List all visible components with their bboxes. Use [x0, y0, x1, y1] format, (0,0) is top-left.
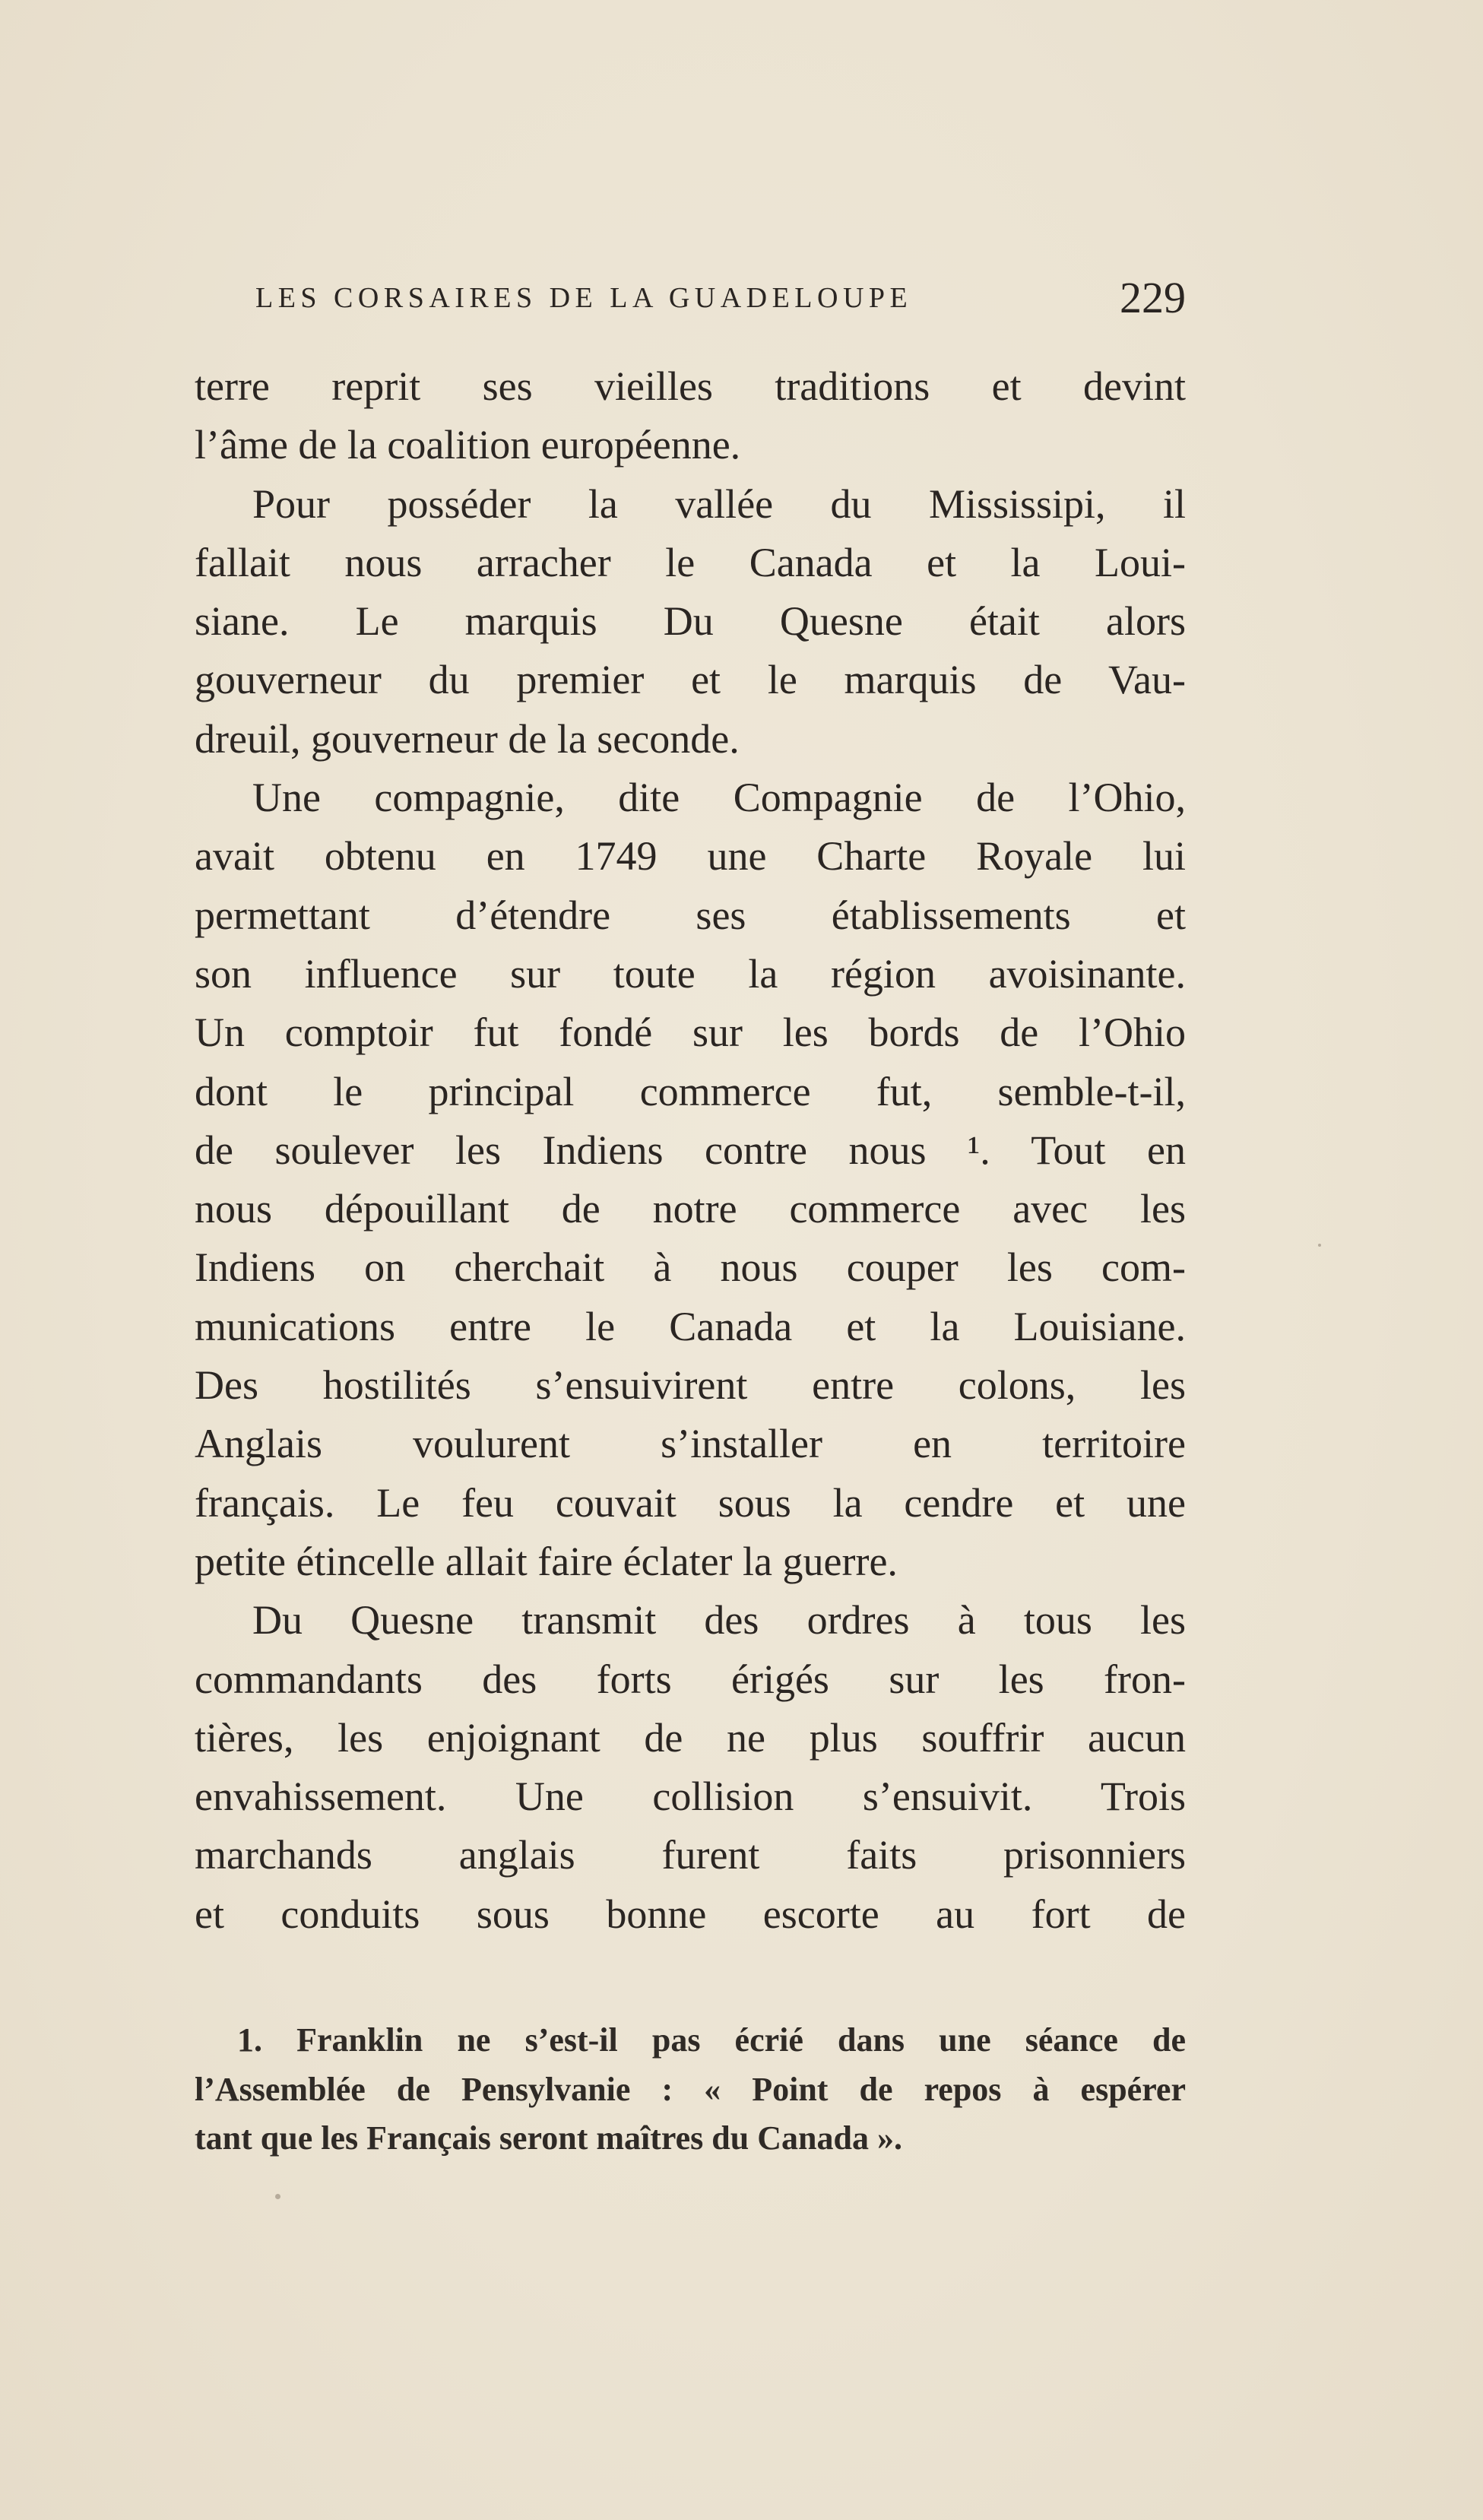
text-line: dont le principal commerce fut, semble-t-il, [195, 1068, 1186, 1114]
body-text [195, 357, 1186, 1944]
text-line: siane. Le marquis Du Quesne était alors [195, 598, 1186, 645]
page-number: 229 [1120, 273, 1186, 322]
text-line: nous dépouillant de notre commerce avec les [195, 1186, 1186, 1232]
text-line: marchands anglais furent faits prisonniers [195, 1832, 1186, 1878]
text-line: l’âme de la coalition européenne. [195, 422, 741, 468]
footnote-line: l’Assemblée de Pensylvanie : « Point de repos à espérer [195, 2070, 1186, 2108]
footnote-line: tant que les Français seront maîtres du Canada ». [195, 2119, 902, 2157]
text-line: munications entre le Canada et la Louisiane. [195, 1303, 1186, 1349]
text-line: commandants des forts érigés sur les fron- [195, 1656, 1186, 1702]
text-line: français. Le feu couvait sous la cendre et une [195, 1479, 1186, 1526]
text-line: Du Quesne transmit des ordres à tous les [252, 1597, 1186, 1644]
text-line: avait obtenu en 1749 une Charte Royale lui [195, 833, 1186, 880]
text-line: Une compagnie, dite Compagnie de l’Ohio, [252, 775, 1186, 821]
footnote-line: 1. Franklin ne s’est-il pas écrié dans une séance de [237, 2021, 1186, 2059]
text-line: Indiens on cherchait à nous couper les com- [195, 1244, 1186, 1291]
text-line: fallait nous arracher le Canada et la Loui- [195, 539, 1186, 585]
text-line: Pour posséder la vallée du Mississipi, il [252, 480, 1186, 527]
text-line: dreuil, gouverneur de la seconde. [195, 715, 740, 762]
text-line: gouverneur du premier et le marquis de Vau- [195, 657, 1186, 703]
text-line: Anglais voulurent s’installer en territoire [195, 1421, 1186, 1467]
text-line: Des hostilités s’ensuivirent entre colons, les [195, 1362, 1186, 1409]
text-line: son influence sur toute la région avoisinante. [195, 950, 1186, 997]
footnote [195, 2016, 1186, 2163]
text-line: tières, les enjoignant de ne plus souffrir aucun [195, 1714, 1186, 1761]
text-line: Un comptoir fut fondé sur les bords de l’Ohio [195, 1010, 1186, 1056]
text-line: de soulever les Indiens contre nous ¹. Tout en [195, 1127, 1186, 1173]
text-line: petite étincelle allait faire éclater la guerre. [195, 1538, 898, 1584]
running-head [255, 272, 1186, 325]
text-line: et conduits sous bonne escorte au fort de [195, 1891, 1186, 1937]
running-title: LES CORSAIRES DE LA GUADELOUPE [255, 282, 913, 314]
text-line: terre reprit ses vieilles traditions et devint [195, 363, 1186, 409]
text-line: envahissement. Une collision s’ensuivit. Trois [195, 1774, 1186, 1820]
paper-speck [275, 2194, 280, 2199]
paper-speck [1318, 1244, 1321, 1247]
text-line: permettant d’étendre ses établissements et [195, 892, 1186, 938]
